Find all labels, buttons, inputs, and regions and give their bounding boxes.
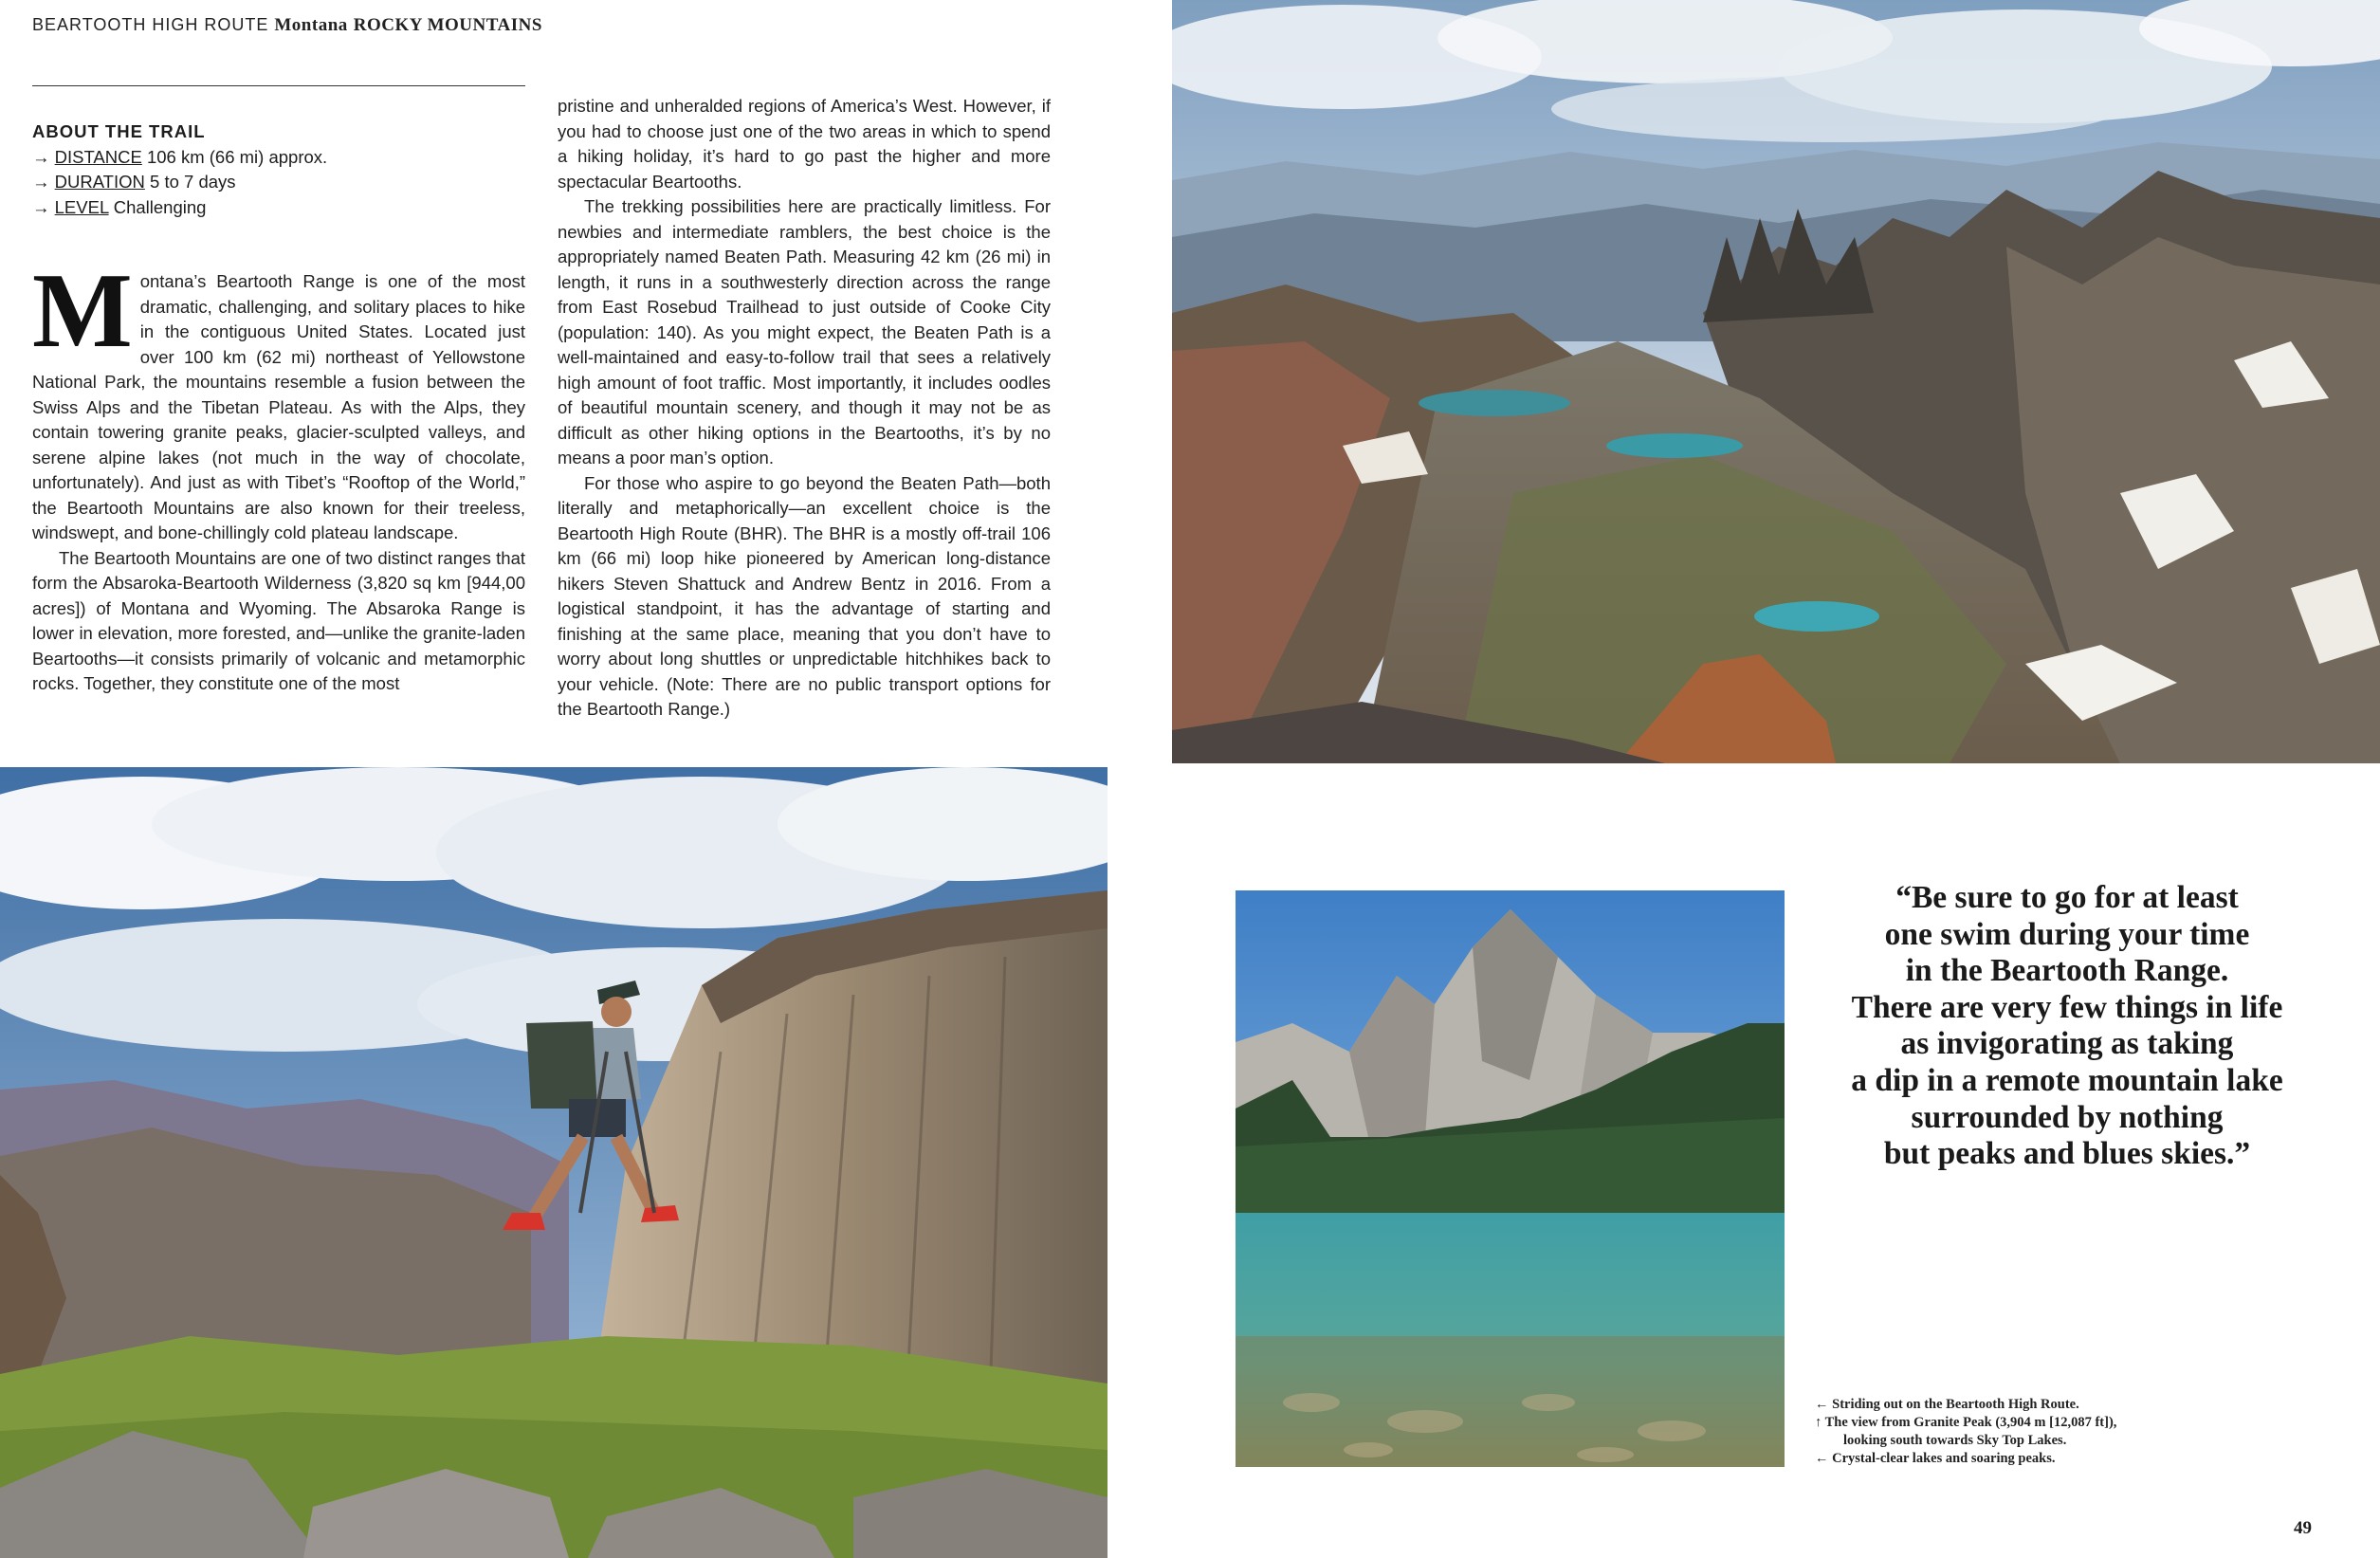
lake-peak-illustration [1236,890,1785,1467]
article-column-1 [32,252,525,697]
caption-lake: ← Crystal-clear lakes and soaring peaks. [1815,1451,2056,1466]
distance-label: DISTANCE [54,146,142,167]
pull-quote-line: There are very few things in life [1851,989,2283,1025]
pull-quote-line: in the Beartooth Range. [1905,953,2229,989]
level-value: Challenging [113,196,207,217]
header-region: ROCKY MOUNTAINS [353,15,542,35]
arrow-icon: → [32,196,50,217]
pull-quote [1802,880,2333,1173]
caption-granite-peak: ↑ The view from Granite Peak (3,904 m [12,087 ft]), [1815,1415,2117,1430]
caption-hiker: ← Striding out on the Beartooth High Route. [1815,1397,2079,1412]
pull-quote-line: a dip in a remote mountain lake [1851,1062,2283,1098]
hiker-illustration [0,767,1108,1558]
paragraph-text: ontana’s Beartooth Range is one of the most dramatic, challenging, and solitary places to hike in the contiguous United States. Located just over 100 km (62 mi) northeast of Yellowstone National Park, the mountains resemble a fusion between the Swiss Alps and the Tibetan Plateau. As with the Alps, they contain towering granite peaks, glacier-sculpted valleys, and serene alpine lakes (not much in the way of chocolate, unfortunately). And just as with Tibet’s “Rooftop of the World,” the Beartooth Mountains are also known for their treeless, windswept, and bone-chillingly cold plateau landscape. [32,271,525,542]
photo-captions [1815,1396,2213,1468]
article-paragraph: For those who aspire to go beyond the Beaten Path—both literally and metaphorically—an excellent choice is the Beartooth High Route (BHR). The BHR is a mostly off-trail 106 km (66 mi) loop hike pioneered by American long-distance hikers Steven Shattuck and Andrew Bentz in 2016. From a logistical standpoint, it has the advantage of starting and finishing at the same place, meaning that you don’t have to worry about long shuttles or unpredictable hitchhikes back to your vehicle. (Note: There are no public transport options for the Beartooth Range.) [558,472,1051,719]
pull-quote-line: as invigorating as taking [1900,1026,2234,1062]
photo-hiker-striding [0,767,1108,1558]
about-the-trail [32,119,525,220]
pull-quote-line: but peaks and blues skies.” [1883,1136,2251,1172]
pull-quote-line: “Be sure to go for at least [1895,880,2239,915]
header-rule [32,85,525,86]
arrow-icon: → [32,172,50,192]
duration-value: 5 to 7 days [150,172,236,192]
about-heading: ABOUT THE TRAIL [32,121,206,141]
article-paragraph: The Beartooth Mountains are one of two distinct ranges that form the Absaroka-Beartooth Wilderness (3,820 sq km [944,00 acres]) of Montana and Wyoming. The Absaroka Range is lower in elevation, more forested, and—unlike the granite-laden Beartooths—it consists primarily of volcanic and metamorphic rocks. Together, they constitute one of the most [32,547,525,693]
level-label: LEVEL [54,196,109,217]
distance-row [32,145,525,171]
article-paragraph [32,252,525,546]
pull-quote-line: surrounded by nothing [1911,1099,2224,1135]
valley-lakes-illustration [1172,0,2380,763]
pull-quote-line: one swim during your time [1884,916,2250,952]
duration-row [32,170,525,195]
photo-granite-peak-view [1172,0,2380,763]
article-column-2 [558,94,1051,723]
header-state: Montana [274,15,348,35]
drop-cap: M [32,252,133,370]
article-paragraph: The trekking possibilities here are practically limitless. For newbies and intermediate ramblers, the best choice is the appropriately named Beaten Path. Measuring 42 km (26 mi) in length, it runs in a southwesterly direction across the range from East Rosebud Trailhead to just outside of Cooke City (population: 140). As you might expect, the Beaten Path is a well-maintained and easy-to-follow trail that sees a relatively high amount of foot traffic. Most importantly, it includes oodles of beautiful mountain scenery, and though it may not be as difficult as other hiking options in the Beartooths, it’s by no means a poor man’s option. [558,196,1051,467]
photo-crystal-lake [1236,890,1785,1467]
duration-label: DURATION [54,172,145,192]
header-trail-name: BEARTOOTH HIGH ROUTE [32,15,269,34]
arrow-icon: → [32,146,50,167]
running-header [32,15,542,36]
page-number: 49 [2294,1518,2312,1538]
distance-value: 106 km (66 mi) approx. [146,146,328,167]
caption-granite-peak-cont: looking south towards Sky Top Lakes. [1843,1433,2067,1448]
level-row [32,195,525,221]
article-paragraph: pristine and unheralded regions of America’s West. However, if you had to choose just one of the two areas in which to spend a hiking holiday, it’s hard to go past the higher and more spectacular Beartooths. [558,96,1051,192]
